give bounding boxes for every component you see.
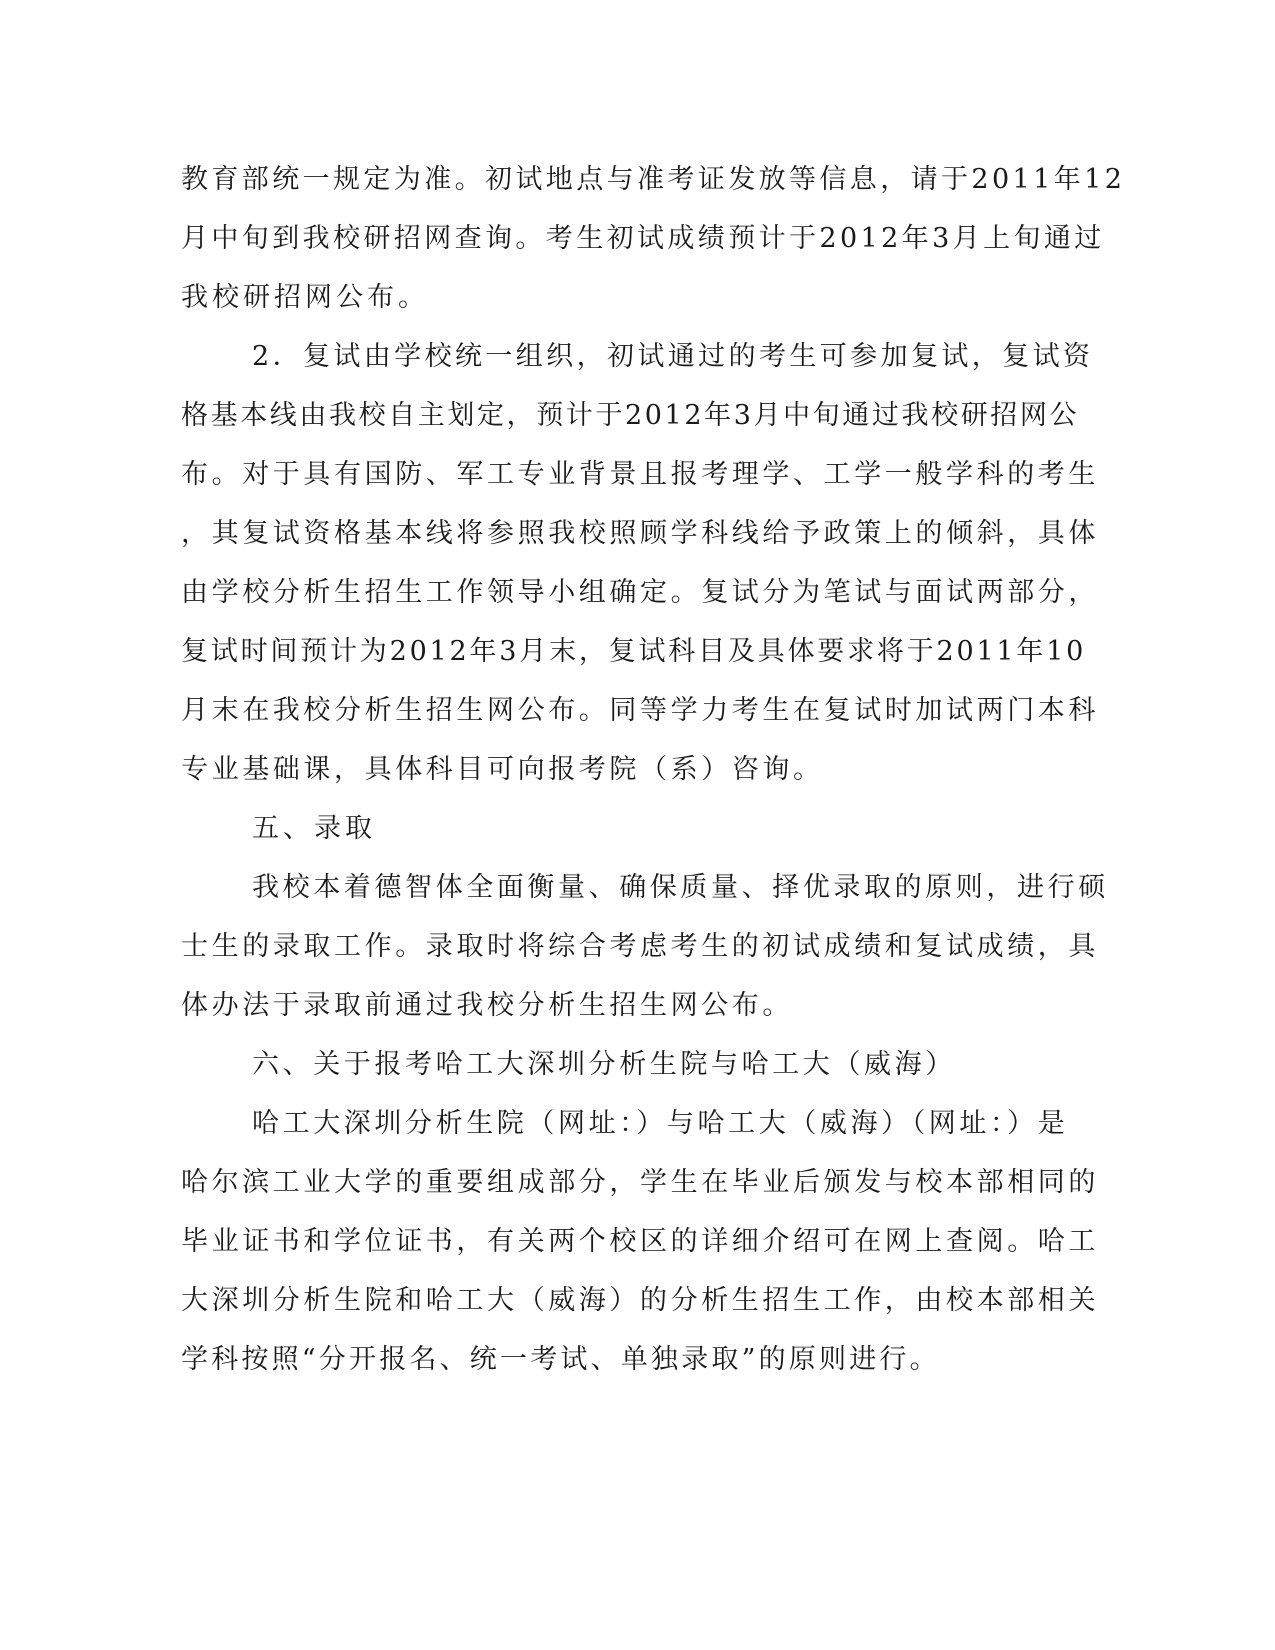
text-line-7: ，其复试资格基本线将参照我校照顾学科线给予政策上的倾斜，具体 — [181, 518, 1099, 549]
text-line-5: 格基本线由我校自主划定，预计于2012年3月中旬通过我校研招网公 — [181, 400, 1080, 431]
text-line-14: 士生的录取工作。录取时将综合考虑考生的初试成绩和复试成绩，具 — [181, 931, 1099, 962]
text-line-13: 我校本着德智体全面衡量、确保质量、择优录取的原则，进行硕 — [252, 872, 1109, 903]
text-line-15: 体办法于录取前通过我校分析生招生网公布。 — [181, 990, 793, 1021]
text-line-4: 2．复试由学校统一组织，初试通过的考生可参加复试，复试资 — [252, 341, 1094, 372]
text-line-8: 由学校分析生招生工作领导小组确定。复试分为笔试与面试两部分， — [181, 577, 1099, 608]
text-line-6: 布。对于具有国防、军工专业背景且报考理学、工学一般学科的考生 — [181, 459, 1099, 490]
text-line-20: 大深圳分析生院和哈工大（威海）的分析生招生工作，由校本部相关 — [181, 1285, 1099, 1316]
text-line-1: 教育部统一规定为准。初试地点与准考证发放等信息，请于2011年12 — [181, 164, 1126, 195]
text-line-18: 哈尔滨工业大学的重要组成部分，学生在毕业后颁发与校本部相同的 — [181, 1167, 1099, 1198]
text-line-2: 月中旬到我校研招网查询。考生初试成绩预计于2012年3月上旬通过 — [181, 223, 1105, 254]
text-line-11: 专业基础课，具体科目可向报考院（系）咨询。 — [181, 754, 824, 785]
section-heading-admission: 五、录取 — [252, 813, 376, 844]
text-line-17: 哈工大深圳分析生院（网址：）与哈工大（威海）（网址：）是 — [252, 1108, 1069, 1139]
text-line-9: 复试时间预计为2012年3月末，复试科目及具体要求将于2011年10 — [181, 636, 1087, 667]
text-line-19: 毕业证书和学位证书，有关两个校区的详细介绍可在网上查阅。哈工 — [181, 1226, 1099, 1257]
text-line-10: 月末在我校分析生招生网公布。同等学力考生在复试时加试两门本科 — [181, 695, 1099, 726]
text-line-3: 我校研招网公布。 — [181, 282, 429, 313]
text-line-21: 学科按照“分开报名、统一考试、单独录取”的原则进行。 — [181, 1344, 940, 1375]
section-heading-branch-campuses: 六、关于报考哈工大深圳分析生院与哈工大（威海） — [252, 1049, 956, 1080]
